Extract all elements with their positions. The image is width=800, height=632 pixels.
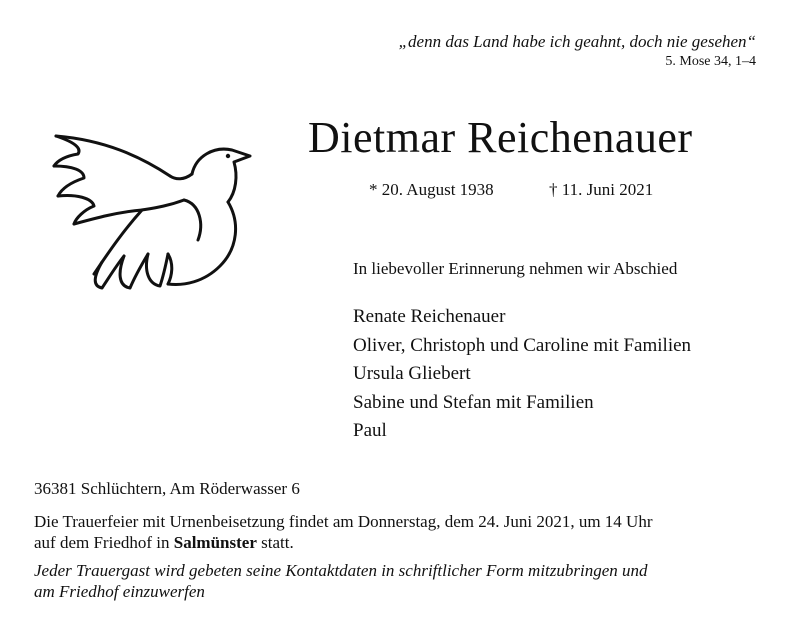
death-date: † 11. Juni 2021 — [549, 180, 654, 199]
ceremony-line-2-suffix: statt. — [256, 533, 294, 552]
farewell-intro: In liebevoller Erinnerung nehmen wir Abschied — [353, 259, 678, 278]
birth-date: * 20. August 1938 — [369, 180, 494, 199]
contact-note-line-2: am Friedhof einzuwerfen — [34, 582, 205, 601]
mourner-item: Paul — [353, 420, 387, 441]
ceremony-line-2 — [34, 532, 774, 553]
mourner-item: Oliver, Christoph und Caroline mit Familien — [353, 334, 692, 356]
mourner-item: Sabine und Stefan mit Familien — [353, 391, 594, 413]
contact-note — [34, 560, 774, 602]
deceased-name: Dietmar Reichenauer — [308, 113, 693, 162]
dove-icon — [44, 126, 259, 296]
bible-verse-reference: 5. Mose 34, 1–4 — [665, 54, 756, 69]
mourner-item: Renate Reichenauer — [353, 306, 506, 327]
contact-note-line-1: Jeder Trauergast wird gebeten seine Kontaktdaten in schriftlicher Form mitzubringen und — [34, 561, 648, 580]
mourner-item: Ursula Gliebert — [353, 363, 471, 384]
ceremony-info — [34, 511, 774, 553]
family-address: 36381 Schlüchtern, Am Röderwasser 6 — [34, 479, 300, 498]
ceremony-place: Salmünster — [173, 533, 257, 552]
ceremony-line-2-prefix: auf dem Friedhof in — [34, 533, 174, 552]
mourners-list — [353, 303, 691, 446]
bible-quote: „denn das Land habe ich geahnt, doch nie gesehen“ — [398, 32, 756, 51]
ceremony-line-1: Die Trauerfeier mit Urnenbeisetzung findet am Donnerstag, dem 24. Juni 2021, um 14 Uhr — [34, 512, 653, 531]
